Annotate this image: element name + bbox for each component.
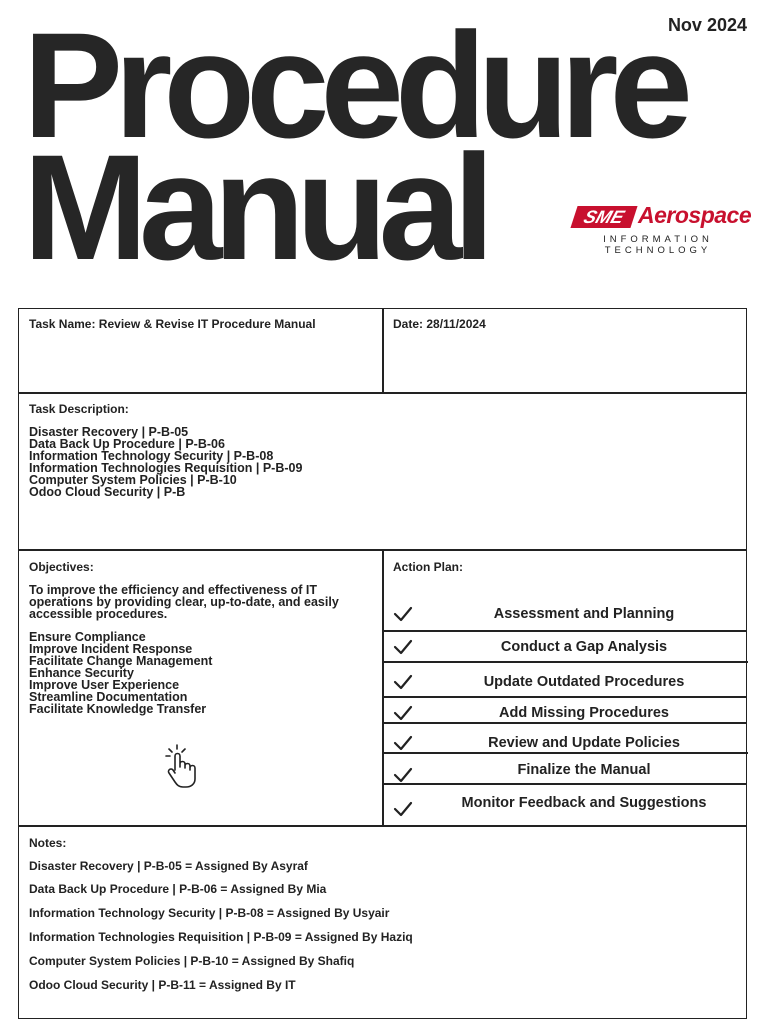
action-item-label: Conduct a Gap Analysis — [500, 639, 668, 655]
action-item — [383, 667, 745, 697]
checkmark-icon — [393, 735, 413, 751]
objectives-list — [29, 631, 212, 715]
action-item-label: Monitor Feedback and Suggestions — [461, 795, 707, 811]
action-item — [383, 698, 745, 728]
company-logo — [574, 202, 752, 258]
list-item: Disaster Recovery | P-B-05 — [29, 425, 189, 439]
task-description-list — [29, 426, 302, 498]
action-item — [383, 788, 745, 818]
logo-name: Aerospace — [638, 202, 752, 228]
checkmark-icon — [393, 639, 413, 655]
list-item: Data Back Up Procedure | P-B-06 — [29, 437, 225, 451]
action-item — [383, 632, 745, 662]
list-item: Information Technology Security | P-B-08 — [29, 449, 274, 463]
logo-mark: SME — [570, 206, 637, 228]
list-item: Ensure Compliance — [29, 630, 146, 644]
checkmark-icon — [393, 606, 413, 622]
title-line-1: Procedure — [23, 1, 684, 169]
action-item — [383, 599, 745, 629]
task-date: Date: 28/11/2024 — [393, 317, 486, 331]
task-description-label: Task Description: — [29, 402, 129, 416]
action-item — [383, 755, 745, 785]
objective-intro-line: accessible procedures. — [29, 607, 168, 621]
action-plan-label: Action Plan: — [393, 560, 464, 574]
issue-date: Nov 2024 — [667, 15, 747, 35]
action-item-label: Add Missing Procedures — [498, 705, 669, 721]
action-item-label: Review and Update Policies — [488, 735, 680, 751]
note-item: Information Technologies Requisition | P-B-09 = Assigned By Haziq — [29, 930, 413, 944]
pointer-hand-icon — [163, 743, 203, 789]
list-item: Facilitate Knowledge Transfer — [29, 702, 207, 716]
note-item: Odoo Cloud Security | P-B-11 = Assigned By IT — [29, 978, 296, 992]
checkmark-icon — [393, 801, 413, 817]
list-item: Improve Incident Response — [29, 642, 193, 656]
action-item-label: Finalize the Manual — [517, 762, 651, 778]
logo-subtitle-2: TECHNOLOGY — [604, 245, 712, 256]
list-item: Information Technologies Requisition | P-B-09 — [29, 461, 303, 475]
objective-intro-line: To improve the efficiency and effectiveness of IT — [29, 583, 318, 597]
objective-intro-line: operations by providing clear, up-to-date, and easily — [29, 595, 339, 609]
checkmark-icon — [393, 705, 413, 721]
notes-label: Notes: — [29, 836, 67, 850]
list-item: Facilitate Change Management — [29, 654, 213, 668]
divider — [18, 825, 747, 827]
logo-subtitle-1: INFORMATION — [603, 234, 713, 245]
note-item: Disaster Recovery | P-B-05 = Assigned By Asyraf — [29, 859, 308, 873]
list-item: Computer System Policies | P-B-10 — [29, 473, 237, 487]
action-item-label: Assessment and Planning — [493, 606, 675, 622]
title-line-2: Manual — [23, 123, 486, 291]
action-item — [383, 728, 745, 758]
list-item: Improve User Experience — [29, 678, 180, 692]
checkmark-icon — [393, 767, 413, 783]
divider — [384, 722, 746, 724]
note-item: Data Back Up Procedure | P-B-06 = Assigned By Mia — [29, 882, 327, 896]
divider — [18, 392, 747, 394]
divider — [384, 783, 746, 785]
divider — [382, 308, 384, 393]
note-item: Computer System Policies | P-B-10 = Assigned By Shafiq — [29, 954, 355, 968]
divider — [384, 752, 748, 754]
list-item: Enhance Security — [29, 666, 134, 680]
list-item: Streamline Documentation — [29, 690, 188, 704]
task-name: Task Name: Review & Revise IT Procedure Manual — [29, 317, 316, 331]
checkmark-icon — [393, 674, 413, 690]
action-item-label: Update Outdated Procedures — [483, 674, 685, 690]
divider — [384, 661, 748, 663]
objectives-intro — [29, 584, 339, 620]
note-item: Information Technology Security | P-B-08 = Assigned By Usyair — [29, 906, 390, 920]
objectives-label: Objectives: — [29, 560, 94, 574]
list-item: Odoo Cloud Security | P-B — [29, 485, 186, 499]
